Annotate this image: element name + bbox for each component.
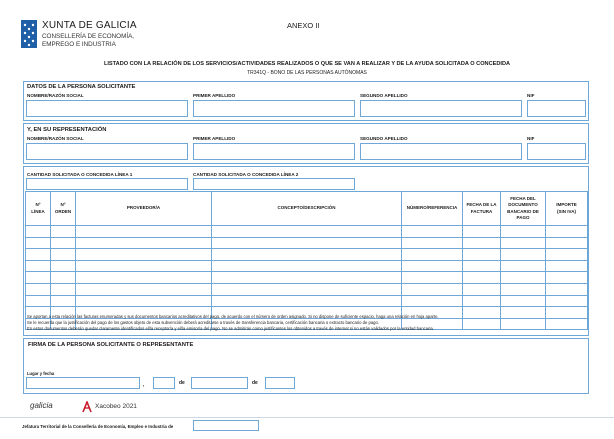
- table-cell[interactable]: [546, 318, 588, 330]
- representative-surname2-input[interactable]: [360, 143, 522, 160]
- table-cell[interactable]: [26, 249, 51, 261]
- xunta-logo-icon: [21, 20, 37, 48]
- representative-surname1-input[interactable]: [193, 143, 355, 160]
- year-input[interactable]: [265, 377, 295, 389]
- applicant-name-input[interactable]: [26, 100, 188, 117]
- col-header-invoice-date: FECHA DE LA FACTURA: [463, 192, 501, 226]
- col-header-order-number: Nº ORDEN: [51, 192, 76, 226]
- col-header-provider: PROVEEDOR/A: [76, 192, 212, 226]
- table-cell[interactable]: [76, 249, 212, 261]
- table-cell[interactable]: [76, 272, 212, 284]
- de-separator-2: de: [252, 380, 258, 386]
- table-cell[interactable]: [501, 283, 546, 295]
- table-cell[interactable]: [402, 272, 463, 284]
- comma-separator: ,: [143, 382, 145, 388]
- applicant-surname2-label: SEGUNDO APELLIDO: [360, 93, 408, 98]
- table-cell[interactable]: [463, 249, 501, 261]
- table-cell[interactable]: [26, 260, 51, 272]
- month-input[interactable]: [191, 377, 248, 389]
- table-cell[interactable]: [546, 249, 588, 261]
- table-cell[interactable]: [51, 295, 76, 307]
- applicant-heading: DATOS DE LA PERSONA SOLICITANTE: [27, 84, 136, 90]
- table-cell[interactable]: [26, 226, 51, 238]
- table-cell[interactable]: [402, 295, 463, 307]
- table-cell[interactable]: [463, 226, 501, 238]
- representative-heading: Y, EN SU REPRESENTACIÓN: [27, 127, 107, 133]
- table-cell[interactable]: [76, 283, 212, 295]
- table-cell[interactable]: [402, 249, 463, 261]
- footer-divider: [0, 417, 614, 418]
- table-cell[interactable]: [501, 249, 546, 261]
- territorial-office-label: Jefatura Territorial de la Consellería de Economía, Empleo e Industria de: [22, 424, 174, 429]
- xunta-logo-subtitle-2: EMPREGO E INDUSTRIA: [42, 41, 116, 48]
- table-cell[interactable]: [402, 237, 463, 249]
- table-row: [26, 272, 588, 284]
- applicant-nif-input[interactable]: [527, 100, 586, 117]
- table-cell[interactable]: [212, 237, 402, 249]
- xacobeo-logo-text: Xacobeo 2021: [95, 403, 137, 410]
- day-input[interactable]: [153, 377, 175, 389]
- table-cell[interactable]: [26, 237, 51, 249]
- applicant-nif-label: NIF: [527, 93, 535, 98]
- procedure-code: TR341Q - BONO DE LAS PERSONAS AUTÓNOMAS: [247, 70, 367, 76]
- table-header-row: [26, 192, 588, 226]
- table-cell[interactable]: [51, 272, 76, 284]
- table-cell[interactable]: [501, 226, 546, 238]
- col-header-concept: CONCEPTO/DESCRIPCIÓN: [212, 192, 402, 226]
- table-cell[interactable]: [546, 260, 588, 272]
- note-line-2: Se le recuerda que la justificación del pago de los gastos objeto de esta subvención deberá acreditarse a través de transferencia bancaria, certificación bancaria o extracto bancario de pago.: [27, 320, 379, 325]
- table-cell[interactable]: [546, 237, 588, 249]
- table-cell[interactable]: [51, 260, 76, 272]
- table-cell[interactable]: [76, 226, 212, 238]
- table-cell[interactable]: [463, 295, 501, 307]
- table-cell[interactable]: [51, 226, 76, 238]
- table-cell[interactable]: [212, 260, 402, 272]
- table-cell[interactable]: [51, 283, 76, 295]
- table-cell[interactable]: [546, 295, 588, 307]
- representative-nif-label: NIF: [527, 136, 535, 141]
- annex-label: ANEXO II: [287, 21, 320, 30]
- galicia-logo: galicia: [30, 401, 53, 410]
- table-cell[interactable]: [501, 272, 546, 284]
- amount-line2-label: CANTIDAD SOLICITADA O CONCEDIDA LÍNEA 2: [193, 172, 299, 177]
- table-cell[interactable]: [26, 272, 51, 284]
- table-cell[interactable]: [501, 295, 546, 307]
- representative-surname1-label: PRIMER APELLIDO: [193, 136, 236, 141]
- table-cell[interactable]: [26, 283, 51, 295]
- table-cell[interactable]: [51, 237, 76, 249]
- table-cell[interactable]: [546, 283, 588, 295]
- representative-surname2-label: SEGUNDO APELLIDO: [360, 136, 408, 141]
- table-cell[interactable]: [76, 260, 212, 272]
- table-cell[interactable]: [546, 272, 588, 284]
- table-cell[interactable]: [212, 249, 402, 261]
- applicant-surname2-input[interactable]: [360, 100, 522, 117]
- table-cell[interactable]: [463, 318, 501, 330]
- table-cell[interactable]: [501, 307, 546, 319]
- table-cell[interactable]: [402, 283, 463, 295]
- table-cell[interactable]: [402, 260, 463, 272]
- table-row: [26, 295, 588, 307]
- representative-name-input[interactable]: [26, 143, 188, 160]
- applicant-surname1-input[interactable]: [193, 100, 355, 117]
- note-line-1: Se aportan a esta relación las facturas enumeradas y sus documentos bancarios acreditativos del pago, de acuerdo con el número de orden asignado. Si no dispone de suficiente espacio, haga una relación en hoja aparte.: [27, 314, 439, 319]
- territorial-office-input[interactable]: [193, 420, 259, 431]
- table-cell[interactable]: [501, 260, 546, 272]
- table-cell[interactable]: [463, 260, 501, 272]
- col-header-payment-date: FECHA DEL DOCUMENTO BANCARIO DE PAGO: [501, 192, 546, 226]
- applicant-name-label: NOMBRE/RAZÓN SOCIAL: [27, 93, 84, 98]
- applicant-surname1-label: PRIMER APELLIDO: [193, 93, 236, 98]
- representative-name-label: NOMBRE/RAZÓN SOCIAL: [27, 136, 84, 141]
- de-separator-1: de: [179, 380, 185, 386]
- place-date-label: Lugar y fecha: [27, 371, 55, 376]
- representative-nif-input[interactable]: [527, 143, 586, 160]
- table-cell[interactable]: [463, 237, 501, 249]
- table-cell[interactable]: [463, 272, 501, 284]
- table-cell[interactable]: [501, 318, 546, 330]
- amount-line1-label: CANTIDAD SOLICITADA O CONCEDIDA LÍNEA 1: [27, 172, 133, 177]
- table-cell[interactable]: [212, 295, 402, 307]
- table-cell[interactable]: [463, 283, 501, 295]
- table-cell[interactable]: [546, 307, 588, 319]
- table-row: [26, 226, 588, 238]
- table-cell[interactable]: [501, 237, 546, 249]
- table-row: [26, 260, 588, 272]
- table-row: [26, 237, 588, 249]
- document-title: LISTADO CON LA RELACIÓN DE LOS SERVICIOS/ACTIVIDADES REALIZADOS O QUE SE VAN A REALIZAR Y DE LA AYUDA SOLICITADA O CONCEDIDA: [103, 61, 511, 67]
- col-header-reference: NÚMERO/REFERENCIA: [402, 192, 463, 226]
- table-cell[interactable]: [402, 226, 463, 238]
- note-line-3: En estos documentos deberán quedar claramente identificados el/la receptor/a y el/la emisor/a del pago. No se admitirán como justificantes los obtenidos a través de internet si no están validados por la entidad bancaria.: [27, 326, 434, 331]
- table-cell[interactable]: [26, 295, 51, 307]
- table-cell[interactable]: [212, 226, 402, 238]
- table-cell[interactable]: [76, 295, 212, 307]
- amount-line2-input[interactable]: [193, 178, 355, 190]
- table-row: [26, 249, 588, 261]
- table-cell[interactable]: [51, 249, 76, 261]
- signature-heading: FIRMA DE LA PERSONA SOLICITANTE O REPRESENTANTE: [28, 342, 194, 348]
- xunta-logo-subtitle-1: CONSELLERÍA DE ECONOMÍA,: [42, 33, 135, 40]
- place-input[interactable]: [26, 377, 140, 389]
- col-header-line-number: Nº LÍNEA: [26, 192, 51, 226]
- amount-line1-input[interactable]: [26, 178, 188, 190]
- table-cell[interactable]: [463, 307, 501, 319]
- table-cell[interactable]: [76, 237, 212, 249]
- table-cell[interactable]: [212, 272, 402, 284]
- expenses-table: [25, 191, 588, 330]
- col-header-amount: IMPORTE (SIN IVA): [546, 192, 588, 226]
- table-cell[interactable]: [212, 283, 402, 295]
- table-cell[interactable]: [546, 226, 588, 238]
- xunta-logo-title: XUNTA DE GALICIA: [42, 20, 137, 31]
- table-row: [26, 283, 588, 295]
- xacobeo-icon: [82, 400, 92, 418]
